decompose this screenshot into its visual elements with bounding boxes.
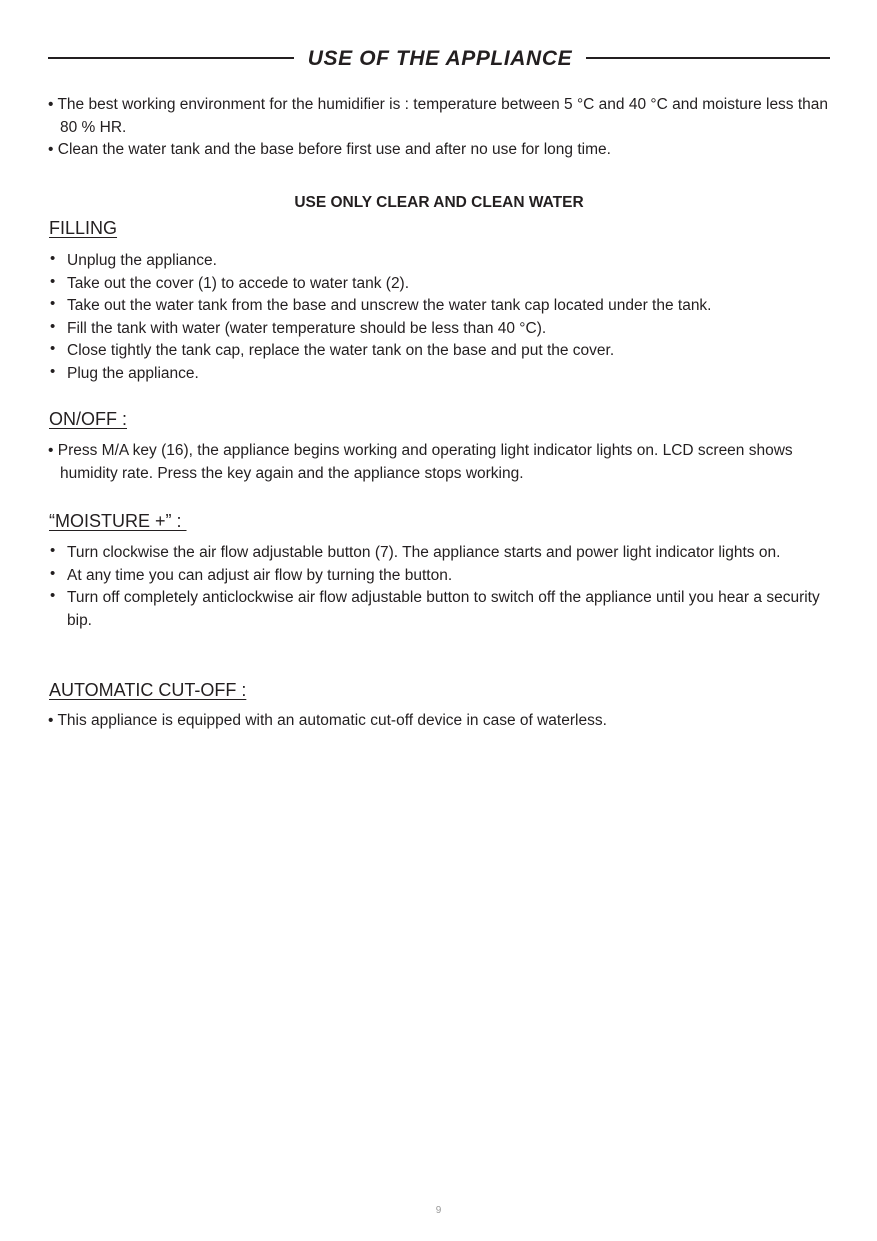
auto-cutoff-notes [48, 710, 838, 733]
bullet-icon: • [50, 542, 56, 559]
bullet-icon: • [50, 317, 56, 335]
filling-heading: FILLING [49, 218, 118, 238]
on-off-note: • Press M/A key (16), the appliance begins working and operating light indicator lights on. LCD screen shows humidity rate. Press the key again and the appliance stops working. [48, 442, 793, 482]
intro-note: • The best working environment for the humidifier is : temperature between 5 °C and 40 °C and moisture less than 80 % HR. [48, 96, 829, 136]
bullet-icon: • [50, 295, 56, 312]
bullet-icon: • [50, 340, 56, 357]
bullet-icon: • [50, 250, 56, 267]
intro-note: • Clean the water tank and the base before first use and after no use for long time. [48, 141, 611, 158]
list-item: • At any time you can adjust air flow by turning the button. [50, 564, 453, 584]
list-item: • Plug the appliance. [50, 362, 199, 382]
list-item: • Turn off completely anticlockwise air flow adjustable button to switch off the appliance until you hear a security bip. [50, 587, 820, 629]
bullet-icon: • [50, 272, 56, 290]
list-item: • Close tightly the tank cap, replace the water tank on the base and put the cover. [50, 340, 615, 359]
list-item: • Take out the water tank from the base and unscrew the water tank cap located under the tank. [50, 295, 712, 314]
title-rule-left [48, 57, 294, 59]
bullet-icon: • [50, 587, 56, 604]
moisture-steps [48, 542, 838, 632]
page-number: 9 [435, 1205, 442, 1216]
list-item: • Turn clockwise the air flow adjustable button (7). The appliance starts and power light indicator lights on. [50, 542, 781, 561]
bullet-icon: • [48, 442, 54, 459]
bullet-icon: • [48, 141, 54, 158]
intro-notes [48, 94, 838, 162]
on-off-heading: ON/OFF : [49, 409, 127, 429]
moisture-heading: “MOISTURE +” : [49, 511, 187, 531]
bullet-icon: • [48, 96, 54, 113]
water-notice: USE ONLY CLEAR AND CLEAN WATER [294, 194, 584, 211]
auto-cutoff-note: • This appliance is equipped with an automatic cut-off device in case of waterless. [48, 712, 607, 729]
bullet-icon: • [50, 564, 56, 582]
list-item: • Fill the tank with water (water temperature should be less than 40 °C). [50, 317, 547, 337]
auto-cutoff-heading: AUTOMATIC CUT-OFF : [49, 680, 247, 700]
on-off-notes [48, 440, 838, 485]
list-item: • Unplug the appliance. [50, 250, 217, 269]
page-title: USE OF THE APPLIANCE [307, 47, 573, 70]
list-item: • Take out the cover (1) to accede to water tank (2). [50, 272, 410, 292]
bullet-icon: • [50, 362, 56, 380]
bullet-icon: • [48, 712, 54, 729]
section-title-bar [48, 44, 830, 74]
title-rule-right [586, 57, 830, 59]
filling-steps [48, 250, 838, 385]
